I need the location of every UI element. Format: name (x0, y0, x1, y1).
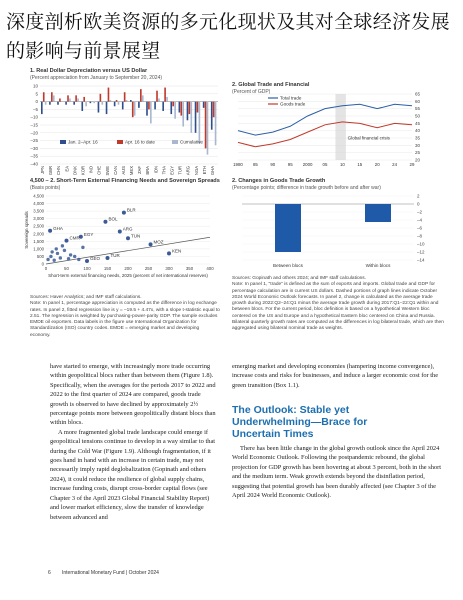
x-tick-label: KOR (80, 166, 86, 176)
x-tick-label: 15 (357, 162, 363, 167)
x-tick-label: 50 (64, 266, 69, 271)
scatter-point (77, 258, 80, 261)
bar (190, 102, 192, 133)
outlook-heading: The Outlook: Stable yet Underwhelming—Brace for Uncertain Times (232, 404, 368, 440)
point-label: TUN (131, 233, 141, 239)
figure-left-mid (30, 178, 220, 191)
y-tick-label: 5 (35, 91, 38, 97)
y-tick-label: 4,000 (33, 201, 44, 207)
bar (45, 102, 47, 105)
scatter-point (69, 253, 72, 256)
bar (75, 95, 77, 101)
bar (93, 102, 95, 104)
y-tick-label: –40 (30, 161, 38, 167)
scatter-point (53, 259, 56, 262)
x-tick-label: NGA (193, 166, 199, 176)
scatter-point (106, 256, 110, 260)
bar (106, 102, 108, 114)
y-tick-label: 45 (415, 120, 421, 126)
x-tick-label: CHN (56, 166, 62, 176)
point-label: BLR (126, 207, 136, 213)
figure-right-mid (232, 178, 447, 191)
y-tick-label: 55 (415, 106, 421, 112)
y-tick-label: 3,000 (33, 216, 44, 222)
sources-note-left (30, 295, 220, 339)
x-tick-label: 200 (124, 266, 132, 271)
y-tick-label: –12 (417, 249, 425, 255)
x-tick-label: TUR (177, 166, 183, 175)
x-tick-label: 05 (322, 162, 328, 167)
bar (215, 102, 217, 146)
bar (166, 97, 168, 102)
point-label: TUR (110, 252, 120, 258)
bar (43, 92, 45, 101)
bar (179, 102, 181, 113)
panel-title: 2. Changes in Goods Trade Growth (232, 178, 326, 184)
x-tick-label: 24 (392, 162, 398, 167)
bar (67, 95, 69, 101)
scatter-point (59, 256, 62, 259)
point-label: CMR (69, 235, 80, 241)
gfc-band (335, 94, 345, 160)
scatter-point (167, 251, 171, 255)
bar (134, 102, 136, 116)
x-tick-label: 150 (103, 266, 112, 271)
bar (132, 102, 134, 118)
x-tick-label: Between blocs (273, 263, 303, 268)
scatter-point (81, 246, 84, 249)
x-tick-label: 1980 (233, 162, 243, 167)
x-tick-label: DNK (72, 166, 78, 175)
bar (162, 102, 164, 111)
y-tick-label: 30 (415, 142, 421, 148)
scatter-point (67, 257, 70, 260)
bar (365, 204, 391, 222)
bar (172, 102, 174, 107)
panel-subtitle: (Percent appreciation from January to September 20, 2024) (30, 75, 163, 81)
x-tick-label: 300 (165, 266, 173, 271)
scatter-point (55, 247, 58, 250)
legend-label: Total trade (280, 95, 302, 101)
legend-swatch (60, 140, 66, 144)
y-tick-label: –15 (30, 122, 38, 128)
paragraph: A more fragmented global trade landscape could emerge if geopolitical tensions continue to develop in a way similar to that during the Cold War (Figure 1.9). Although fragmentation, if it goes hand in hand with an increase in certain trade, may not necessarily imply rapid deglobalization (Gopinath and others 2024), it could reduce the resilience of global supply chains, increase funding costs, disrupt cross-border capital flows (see Chapter 3 of the April 2023 Global Financial Stability Report) and lower market efficiency, slow the transfer of knowledge between advanced and (50, 428, 216, 521)
x-tick-label: 85 (252, 162, 258, 167)
y-tick-label: –30 (30, 145, 38, 151)
scatter-point (126, 236, 130, 240)
bar (205, 102, 207, 149)
bar (140, 89, 142, 101)
bar (182, 102, 184, 127)
page-number: 6 (48, 570, 51, 576)
bar (199, 102, 201, 144)
scatter-chart-financing (22, 192, 222, 292)
x-tick-label: IND (88, 166, 94, 174)
scatter-point (48, 229, 52, 233)
x-tick-label: ETH (201, 166, 207, 175)
y-tick-label: 3,500 (33, 208, 44, 214)
bar (98, 102, 100, 113)
body-right-top: emerging market and developing economies (hampering income convergence), increase costs and risks for businesses, and induce a larger economic cost for the green transition (Box 1.1). (232, 363, 439, 389)
panel-title: 2. Global Trade and Financial (232, 82, 310, 88)
y-tick-label: –5 (32, 106, 38, 112)
y-tick-label: –35 (30, 153, 38, 159)
x-tick-label: JPN (40, 166, 46, 174)
panel-subtitle: (Basis points) (30, 185, 61, 191)
x-tick-label: CHE (96, 166, 102, 175)
bar (81, 102, 83, 111)
y-tick-label: 35 (415, 135, 421, 141)
legend-label: Apr. 16 to date (125, 139, 155, 145)
bar (138, 102, 140, 108)
sources-note-right (232, 276, 447, 333)
bar (57, 102, 59, 105)
y-axis-label: Sovereign spreads (24, 211, 29, 249)
line-chart-trade (226, 90, 451, 170)
panel-subtitle: (Percent of GDP) (232, 89, 271, 95)
y-tick-label: 4,500 (33, 193, 44, 199)
x-tick-label: ZAF (137, 166, 143, 174)
y-tick-label: 0 (41, 261, 44, 267)
x-tick-label: CAN (112, 166, 118, 175)
bar (170, 102, 172, 114)
bar (100, 94, 102, 102)
y-tick-label: 10 (32, 83, 38, 89)
bar (197, 102, 199, 113)
x-tick-label: ARG (185, 166, 191, 176)
bar (275, 204, 301, 252)
bar (83, 97, 85, 102)
point-label: GHA (53, 225, 63, 231)
panel-subtitle: (Percentage points; difference in trade growth before and after war) (232, 185, 381, 191)
bar (174, 102, 176, 119)
y-tick-label: –2 (417, 209, 423, 215)
y-tick-label: 1,500 (33, 238, 44, 244)
y-tick-label: 60 (415, 98, 421, 104)
x-tick-label: MEX (129, 166, 135, 176)
x-tick-label: 400 (206, 266, 214, 271)
bar (156, 91, 158, 102)
y-tick-label: 0 (417, 201, 420, 207)
sources-left: Sources: Haver Analytics; and IMF staff calculations. (30, 295, 142, 300)
bar (164, 88, 166, 102)
y-tick-label: 0 (35, 99, 38, 105)
x-tick-label: 250 (144, 266, 153, 271)
x-tick-label: 2000 (302, 162, 313, 167)
scatter-point (50, 250, 53, 253)
bar (195, 102, 197, 133)
point-label: EGY (83, 231, 94, 237)
point-label: GEO (90, 255, 101, 261)
bar (90, 102, 92, 104)
note-left: Note: In panel 1, percentage appreciation is computed as the difference in log exchange rates. In panel 2, fitted regression line is y = –19.5 + 4.47x, with a slope t-statistic equal to 2.51. The regression is weighted by purchasing-power-parity GDP. The sample excludes EMDE oil exporters. Data labels in the figure use International Organization for Standardization (ISO) country codes. EMDE = emerging market and developing economy. (30, 301, 220, 338)
bar (114, 102, 116, 107)
legend-swatch (172, 140, 178, 144)
legend-swatch (117, 140, 123, 144)
footer-text: International Monetary Fund | October 2024 (62, 570, 159, 576)
figure-left-top (30, 68, 220, 81)
x-tick-label: 100 (83, 266, 91, 271)
bar (158, 98, 160, 101)
bar (207, 102, 209, 155)
scatter-point (65, 239, 69, 243)
x-tick-label: 350 (185, 266, 194, 271)
y-tick-label: 20 (415, 157, 421, 163)
overlay-title: 深度剖析欧美资源的多元化现状及其对全球经济发展的影响与前景展望 (6, 11, 450, 62)
bar (211, 102, 213, 130)
point-label: KEN (172, 248, 182, 254)
legend-label: Jan. 2–Apr. 16 (68, 139, 98, 145)
bar (51, 92, 53, 101)
x-tick-label: IDN (153, 166, 159, 174)
point-label: ARG (122, 226, 133, 232)
annotation-label: Global financial crisis (347, 135, 390, 141)
x-tick-label: 29 (409, 162, 415, 167)
bar-chart-goods-trade (228, 192, 450, 274)
bar (154, 102, 156, 110)
sources-right: Sources: Gopinath and others 2024; and IMF staff calculations. (232, 276, 367, 281)
y-tick-label: 500 (36, 253, 44, 259)
scatter-point (118, 230, 122, 234)
legend-label: Cumulative (180, 139, 203, 145)
y-tick-label: 2 (417, 193, 420, 199)
panel-title: 4,500 – 2. Short-Term External Financing Needs and Sovereign Spreads (30, 178, 220, 184)
bar (65, 102, 67, 105)
bar (213, 102, 215, 118)
scatter-point (49, 255, 52, 258)
point-label: BOL (108, 216, 118, 222)
scatter-point (73, 255, 76, 258)
y-tick-label: 65 (415, 91, 421, 97)
y-tick-label: 40 (415, 128, 421, 134)
y-tick-label: –8 (417, 233, 423, 239)
bar (189, 102, 191, 114)
bar (126, 100, 128, 102)
bar (150, 102, 152, 124)
scatter-point (61, 244, 64, 247)
bar (41, 102, 43, 114)
bar (49, 102, 51, 105)
y-tick-label: –20 (30, 130, 38, 136)
paragraph: have started to emerge, with increasingly more trade occurring within geopolitical blocs rather than between them (Figure 1.8). Specifically, when the averages for the periods 2017 to 2022 and 2022 to the first quarter of 2024 are compared, goods trade growth is observed to have declined by approximately 2½ percentage points more between geopolitically distant blocs than within blocs. (50, 363, 216, 427)
scatter-point (46, 258, 49, 261)
y-tick-label: 1,000 (33, 246, 44, 252)
x-tick-label: 20 (374, 162, 380, 167)
bar (101, 102, 103, 105)
y-tick-label: –10 (417, 241, 425, 247)
y-tick-label: –14 (417, 257, 425, 263)
bar (118, 102, 120, 105)
scatter-point (149, 242, 153, 246)
x-tick-label: EA (64, 166, 70, 172)
y-tick-label: 2,500 (33, 223, 44, 229)
series-line (238, 101, 412, 135)
bar (77, 98, 79, 101)
x-tick-label: 95 (287, 162, 293, 167)
scatter-point (85, 259, 89, 263)
x-tick-label: EGY (169, 166, 175, 175)
y-tick-label: –10 (30, 114, 38, 120)
y-tick-label: 25 (415, 150, 421, 156)
x-tick-label: BRA (145, 166, 151, 175)
x-tick-label: GHA (209, 166, 215, 176)
x-tick-label: 10 (339, 162, 345, 167)
panel-title: 1. Real Dollar Depreciation versus US Dollar (30, 68, 148, 74)
bar (108, 88, 110, 102)
bar (142, 95, 144, 101)
y-tick-label: –25 (30, 138, 38, 144)
point-label: MOZ (153, 239, 164, 245)
note-right: Note: In panel 1, "trade" is defined as the sum of exports and imports. Global trade and GDP for percentage calculation are in current US dollars. Dashed portions of graph lines indicate October 2024 World Economic Outlook forecasts. In panel 2, change is calculated as the average trade growth during 2022:Q2–24:Q1 minus the average trade growth during 2017:Q1–22:Q1 within and between blocs. For the current period, bloc definition is based on a hypothetical Western bloc centered on the US and Europe and a hypothetical Eastern bloc centered on China and Russia. Bilateral quarterly growth rates are computed as the differences in log bilateral trade, which are then aggregated using bilateral nominal trade as weights. (232, 282, 444, 332)
bar (187, 102, 189, 121)
y-tick-label: 2,000 (33, 231, 44, 237)
body-right-bottom: There has been little change in the global growth outlook since the April 2024 World Economic Outlook. Following the postpandemic rebound, the global projection for GDP growth has been hovering at about 3 percent, both in the short and the medium term. Weak growth extends beyond the disinflation period, suggesting that potential growth has been durably affected (see Chapter 3 of the April 2024 World Economic Outlook). (232, 445, 442, 500)
bar (146, 102, 148, 116)
bar (116, 100, 118, 102)
x-tick-label: GBR (48, 166, 54, 176)
bar (59, 98, 61, 101)
bar (148, 102, 150, 110)
bar-chart-appreciation (22, 82, 222, 187)
scatter-point (103, 220, 107, 224)
series-line (238, 122, 412, 147)
bar (53, 95, 55, 101)
scatter-point (63, 249, 66, 252)
x-tick-label: AUS (120, 166, 126, 175)
x-tick-label: Within blocs (365, 263, 391, 268)
scatter-point (56, 252, 59, 255)
x-tick-label: 0 (44, 266, 48, 271)
x-axis-label: Short-term external financing needs, 2025 (percent of net international reserves) (48, 273, 208, 278)
bar (180, 102, 182, 116)
scatter-point (122, 211, 126, 215)
legend-label: Goods trade (280, 101, 306, 107)
bar (124, 92, 126, 101)
y-tick-label: –4 (417, 217, 423, 223)
bar (110, 100, 112, 102)
body-left (50, 362, 220, 577)
bar (122, 102, 124, 110)
y-tick-label: –6 (417, 225, 423, 231)
bar (203, 102, 205, 108)
x-tick-label: THA (161, 166, 167, 175)
y-tick-label: 50 (415, 113, 421, 119)
bar (73, 102, 75, 105)
x-tick-label: SWE (104, 166, 110, 176)
bar (85, 102, 87, 107)
x-tick-label: 90 (270, 162, 276, 167)
bar (130, 100, 132, 102)
bar (69, 98, 71, 101)
